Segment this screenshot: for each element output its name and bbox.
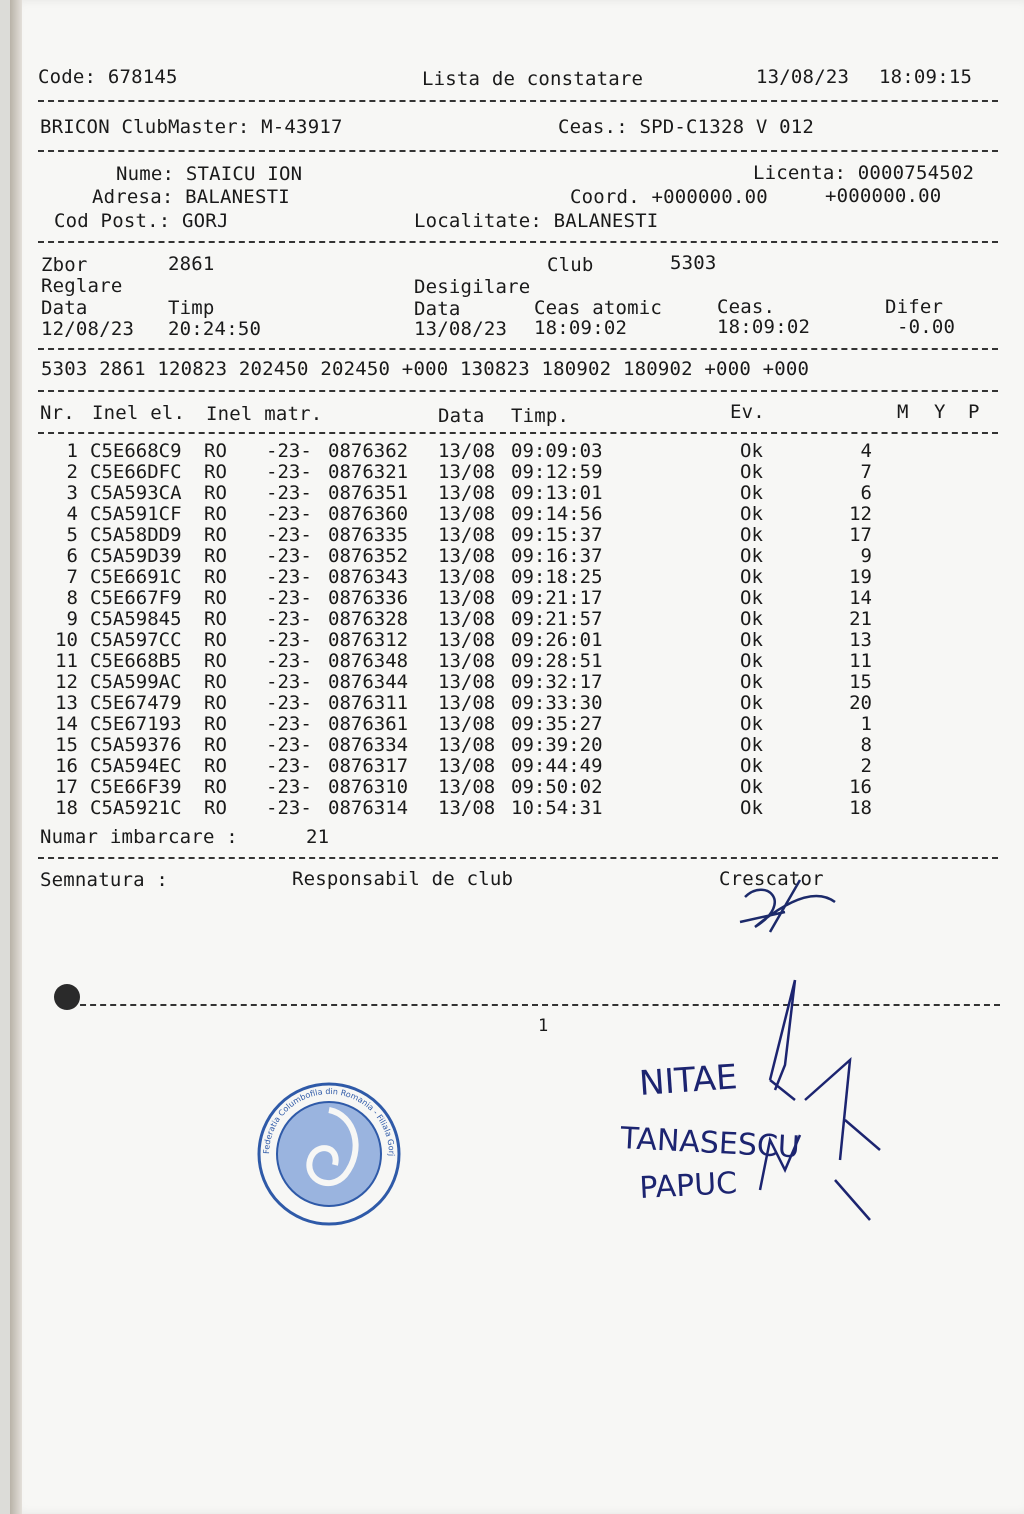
table-row	[10, 504, 1024, 525]
col-nr: Nr.	[40, 402, 75, 424]
divider	[38, 100, 998, 102]
row-m: 16	[849, 776, 872, 798]
club-responsible-label: Responsabil de club	[292, 868, 514, 890]
signature-label: Semnatura :	[40, 869, 169, 891]
row-m: 7	[860, 461, 872, 483]
table-row	[10, 609, 1024, 630]
row-time: 09:50:02	[511, 776, 603, 798]
row-date: 13/08	[438, 734, 496, 756]
table-row	[10, 777, 1024, 798]
row-year: -23-	[266, 650, 312, 672]
row-time: 09:44:49	[511, 755, 603, 777]
col-data: Data	[438, 405, 485, 427]
row-country: RO	[204, 755, 227, 777]
table-row	[10, 441, 1024, 462]
atomic-clock-value: 18:09:02	[534, 317, 628, 339]
row-date: 13/08	[438, 482, 496, 504]
row-year: -23-	[266, 692, 312, 714]
row-country: RO	[204, 692, 227, 714]
table-row	[10, 546, 1024, 567]
divider	[38, 241, 998, 243]
row-year: -23-	[266, 461, 312, 483]
row-event: Ok	[740, 650, 763, 672]
row-event: Ok	[740, 671, 763, 693]
row-event: Ok	[740, 566, 763, 588]
atomic-clock-label: Ceas atomic	[534, 297, 663, 319]
row-nr: 14	[55, 713, 78, 735]
row-event: Ok	[740, 503, 763, 525]
divider	[38, 857, 998, 859]
row-nr: 7	[66, 566, 78, 588]
table-row	[10, 672, 1024, 693]
postal-code: Cod Post.: GORJ	[54, 210, 229, 232]
row-date: 13/08	[438, 671, 496, 693]
table-row	[10, 756, 1024, 777]
row-date: 13/08	[438, 503, 496, 525]
row-m: 21	[849, 608, 872, 630]
row-time: 09:09:03	[511, 440, 603, 462]
row-ring-number: 0876328	[328, 608, 409, 630]
row-date: 13/08	[438, 776, 496, 798]
row-date: 13/08	[438, 545, 496, 567]
col-timp: Timp.	[511, 405, 570, 427]
row-ring-electronic: C5A59D39	[90, 545, 182, 567]
row-event: Ok	[740, 755, 763, 777]
col-m: M	[897, 401, 909, 423]
table-row	[10, 714, 1024, 735]
row-date: 13/08	[438, 713, 496, 735]
row-time: 09:18:25	[511, 566, 603, 588]
clock-id: Ceas.: SPD-C1328 V 012	[558, 116, 815, 138]
row-m: 19	[849, 566, 872, 588]
reglare-time-label: Timp	[168, 297, 215, 319]
handwritten-signatures	[610, 970, 910, 1240]
row-ring-electronic: C5A599AC	[90, 671, 182, 693]
row-year: -23-	[266, 566, 312, 588]
divider	[38, 150, 998, 152]
owner-name: Nume: STAICU ION	[116, 163, 303, 185]
row-date: 13/08	[438, 692, 496, 714]
table-row	[10, 630, 1024, 651]
table-row	[10, 588, 1024, 609]
row-m: 9	[860, 545, 872, 567]
row-country: RO	[204, 461, 227, 483]
flight-label: Zbor	[41, 254, 88, 276]
row-country: RO	[204, 566, 227, 588]
row-event: Ok	[740, 440, 763, 462]
row-event: Ok	[740, 776, 763, 798]
row-year: -23-	[266, 671, 312, 693]
row-ring-electronic: C5E67479	[90, 692, 182, 714]
table-row	[10, 483, 1024, 504]
row-date: 13/08	[438, 566, 496, 588]
row-event: Ok	[740, 461, 763, 483]
row-year: -23-	[266, 524, 312, 546]
row-ring-number: 0876334	[328, 734, 409, 756]
row-event: Ok	[740, 734, 763, 756]
row-nr: 9	[66, 608, 78, 630]
reglare-label: Reglare	[41, 275, 123, 297]
handwritten-name-2: TANASESCU	[619, 1121, 801, 1166]
divider	[38, 390, 998, 392]
coord-y: +000000.00	[825, 185, 942, 207]
flight-number: 2861	[168, 253, 215, 275]
col-inel-el: Inel el.	[92, 402, 186, 424]
row-nr: 6	[66, 545, 78, 567]
row-country: RO	[204, 797, 227, 819]
row-ring-number: 0876344	[328, 671, 409, 693]
row-time: 09:12:59	[511, 461, 603, 483]
row-nr: 12	[55, 671, 78, 693]
row-ring-electronic: C5A5921C	[90, 797, 182, 819]
row-country: RO	[204, 650, 227, 672]
row-time: 09:39:20	[511, 734, 603, 756]
breeder-signature	[725, 872, 855, 942]
clubmaster-id: BRICON ClubMaster: M-43917	[40, 116, 343, 138]
row-ring-number: 0876310	[328, 776, 409, 798]
row-event: Ok	[740, 482, 763, 504]
row-year: -23-	[266, 713, 312, 735]
stamp-text: Federatia Columbofila din Romania - Filiala Gorj	[261, 1086, 397, 1157]
col-inel-matr: Inel matr.	[206, 403, 323, 425]
row-date: 13/08	[438, 608, 496, 630]
row-date: 13/08	[438, 524, 496, 546]
row-date: 13/08	[438, 587, 496, 609]
row-time: 09:13:01	[511, 482, 603, 504]
summary-line: 5303 2861 120823 202450 202450 +000 130823 180902 180902 +000 +000	[41, 358, 810, 380]
row-year: -23-	[266, 440, 312, 462]
row-year: -23-	[266, 755, 312, 777]
row-ring-number: 0876335	[328, 524, 409, 546]
row-ring-electronic: C5E67193	[90, 713, 182, 735]
row-country: RO	[204, 482, 227, 504]
row-event: Ok	[740, 629, 763, 651]
row-nr: 11	[55, 650, 78, 672]
row-event: Ok	[740, 587, 763, 609]
row-year: -23-	[266, 734, 312, 756]
row-ring-electronic: C5A597CC	[90, 629, 182, 651]
row-time: 09:21:57	[511, 608, 603, 630]
row-ring-electronic: C5A59845	[90, 608, 182, 630]
divider	[38, 348, 998, 350]
row-year: -23-	[266, 545, 312, 567]
row-ring-number: 0876362	[328, 440, 409, 462]
row-ring-electronic: C5A593CA	[90, 482, 182, 504]
row-year: -23-	[266, 797, 312, 819]
row-nr: 8	[66, 587, 78, 609]
page-number: 1	[538, 1016, 549, 1036]
row-date: 13/08	[438, 629, 496, 651]
coord-x: Coord. +000000.00	[570, 186, 768, 208]
row-event: Ok	[740, 797, 763, 819]
row-m: 15	[849, 671, 872, 693]
row-country: RO	[204, 524, 227, 546]
breeder-label: Crescator	[719, 868, 824, 890]
row-nr: 5	[66, 524, 78, 546]
row-m: 1	[860, 713, 872, 735]
row-m: 8	[860, 734, 872, 756]
difference-label: Difer	[885, 296, 944, 318]
row-ring-number: 0876312	[328, 629, 409, 651]
club-stamp	[255, 1080, 403, 1228]
row-year: -23-	[266, 587, 312, 609]
table-row	[10, 693, 1024, 714]
reglare-date: 12/08/23	[41, 318, 135, 340]
row-m: 13	[849, 629, 872, 651]
row-nr: 4	[66, 503, 78, 525]
row-event: Ok	[740, 608, 763, 630]
row-ring-electronic: C5E668B5	[90, 650, 182, 672]
table-row	[10, 798, 1024, 819]
club-number: 5303	[670, 252, 717, 274]
row-m: 6	[860, 482, 872, 504]
row-country: RO	[204, 734, 227, 756]
row-nr: 3	[66, 482, 78, 504]
row-country: RO	[204, 713, 227, 735]
row-ring-number: 0876314	[328, 797, 409, 819]
row-nr: 2	[66, 461, 78, 483]
row-time: 09:14:56	[511, 503, 603, 525]
row-time: 09:35:27	[511, 713, 603, 735]
owner-address: Adresa: BALANESTI	[92, 186, 290, 208]
difference-value: -0.00	[897, 316, 956, 338]
row-time: 09:15:37	[511, 524, 603, 546]
row-ring-electronic: C5E66DFC	[90, 461, 182, 483]
desig-date-label: Data	[414, 298, 461, 320]
row-country: RO	[204, 629, 227, 651]
row-time: 09:28:51	[511, 650, 603, 672]
divider	[38, 432, 998, 434]
row-ring-number: 0876343	[328, 566, 409, 588]
row-ring-number: 0876336	[328, 587, 409, 609]
row-ring-number: 0876321	[328, 461, 409, 483]
row-country: RO	[204, 776, 227, 798]
reglare-time: 20:24:50	[168, 318, 262, 340]
clock-value: 18:09:02	[717, 316, 811, 338]
row-m: 18	[849, 797, 872, 819]
print-date: 13/08/23	[756, 66, 850, 88]
handwritten-name-1: NITAE	[637, 1057, 739, 1104]
col-p: P	[968, 401, 980, 423]
table-row	[10, 462, 1024, 483]
row-ring-number: 0876361	[328, 713, 409, 735]
row-m: 2	[860, 755, 872, 777]
table-row	[10, 651, 1024, 672]
document-title: Lista de constatare	[422, 68, 644, 90]
club-label: Club	[547, 254, 594, 276]
row-m: 20	[849, 692, 872, 714]
row-m: 4	[860, 440, 872, 462]
handwritten-name-3: PAPUC	[638, 1165, 738, 1206]
row-ring-number: 0876317	[328, 755, 409, 777]
table-row	[10, 567, 1024, 588]
owner-license: Licenta: 0000754502	[753, 162, 975, 184]
punch-hole	[54, 984, 80, 1010]
table-row	[10, 735, 1024, 756]
print-time: 18:09:15	[879, 66, 973, 88]
row-nr: 13	[55, 692, 78, 714]
row-year: -23-	[266, 503, 312, 525]
row-ring-number: 0876360	[328, 503, 409, 525]
row-year: -23-	[266, 776, 312, 798]
reglare-date-label: Data	[41, 297, 88, 319]
col-y: Y	[934, 401, 946, 423]
row-ring-number: 0876311	[328, 692, 409, 714]
row-event: Ok	[740, 545, 763, 567]
boarding-count-label: Numar imbarcare :	[40, 826, 238, 848]
row-year: -23-	[266, 608, 312, 630]
row-date: 13/08	[438, 755, 496, 777]
row-country: RO	[204, 587, 227, 609]
row-time: 09:32:17	[511, 671, 603, 693]
row-ring-electronic: C5E667F9	[90, 587, 182, 609]
row-nr: 18	[55, 797, 78, 819]
row-date: 13/08	[438, 797, 496, 819]
row-m: 14	[849, 587, 872, 609]
desigilare-label: Desigilare	[414, 276, 531, 298]
col-ev: Ev.	[730, 401, 765, 423]
row-country: RO	[204, 545, 227, 567]
row-date: 13/08	[438, 461, 496, 483]
row-date: 13/08	[438, 650, 496, 672]
row-country: RO	[204, 671, 227, 693]
row-nr: 17	[55, 776, 78, 798]
row-country: RO	[204, 440, 227, 462]
row-date: 13/08	[438, 440, 496, 462]
row-m: 17	[849, 524, 872, 546]
row-nr: 10	[55, 629, 78, 651]
row-m: 11	[849, 650, 872, 672]
row-ring-electronic: C5A58DD9	[90, 524, 182, 546]
row-event: Ok	[740, 524, 763, 546]
table-row	[10, 525, 1024, 546]
row-m: 12	[849, 503, 872, 525]
receipt-paper	[10, 0, 1024, 1514]
row-ring-electronic: C5A59376	[90, 734, 182, 756]
row-ring-electronic: C5A594EC	[90, 755, 182, 777]
clock-label: Ceas.	[717, 296, 776, 318]
row-time: 10:54:31	[511, 797, 603, 819]
row-country: RO	[204, 503, 227, 525]
row-nr: 16	[55, 755, 78, 777]
row-time: 09:33:30	[511, 692, 603, 714]
row-nr: 15	[55, 734, 78, 756]
desig-date: 13/08/23	[414, 318, 508, 340]
locality: Localitate: BALANESTI	[414, 210, 659, 232]
row-country: RO	[204, 608, 227, 630]
row-ring-electronic: C5E668C9	[90, 440, 182, 462]
code-label: Code: 678145	[38, 66, 178, 88]
row-event: Ok	[740, 713, 763, 735]
row-ring-electronic: C5A591CF	[90, 503, 182, 525]
row-time: 09:16:37	[511, 545, 603, 567]
row-year: -23-	[266, 482, 312, 504]
row-event: Ok	[740, 692, 763, 714]
row-nr: 1	[66, 440, 78, 462]
row-time: 09:26:01	[511, 629, 603, 651]
row-year: -23-	[266, 629, 312, 651]
boarding-count: 21	[306, 826, 330, 848]
row-ring-number: 0876351	[328, 482, 409, 504]
row-ring-electronic: C5E6691C	[90, 566, 182, 588]
row-time: 09:21:17	[511, 587, 603, 609]
row-ring-number: 0876348	[328, 650, 409, 672]
row-ring-number: 0876352	[328, 545, 409, 567]
row-ring-electronic: C5E66F39	[90, 776, 182, 798]
